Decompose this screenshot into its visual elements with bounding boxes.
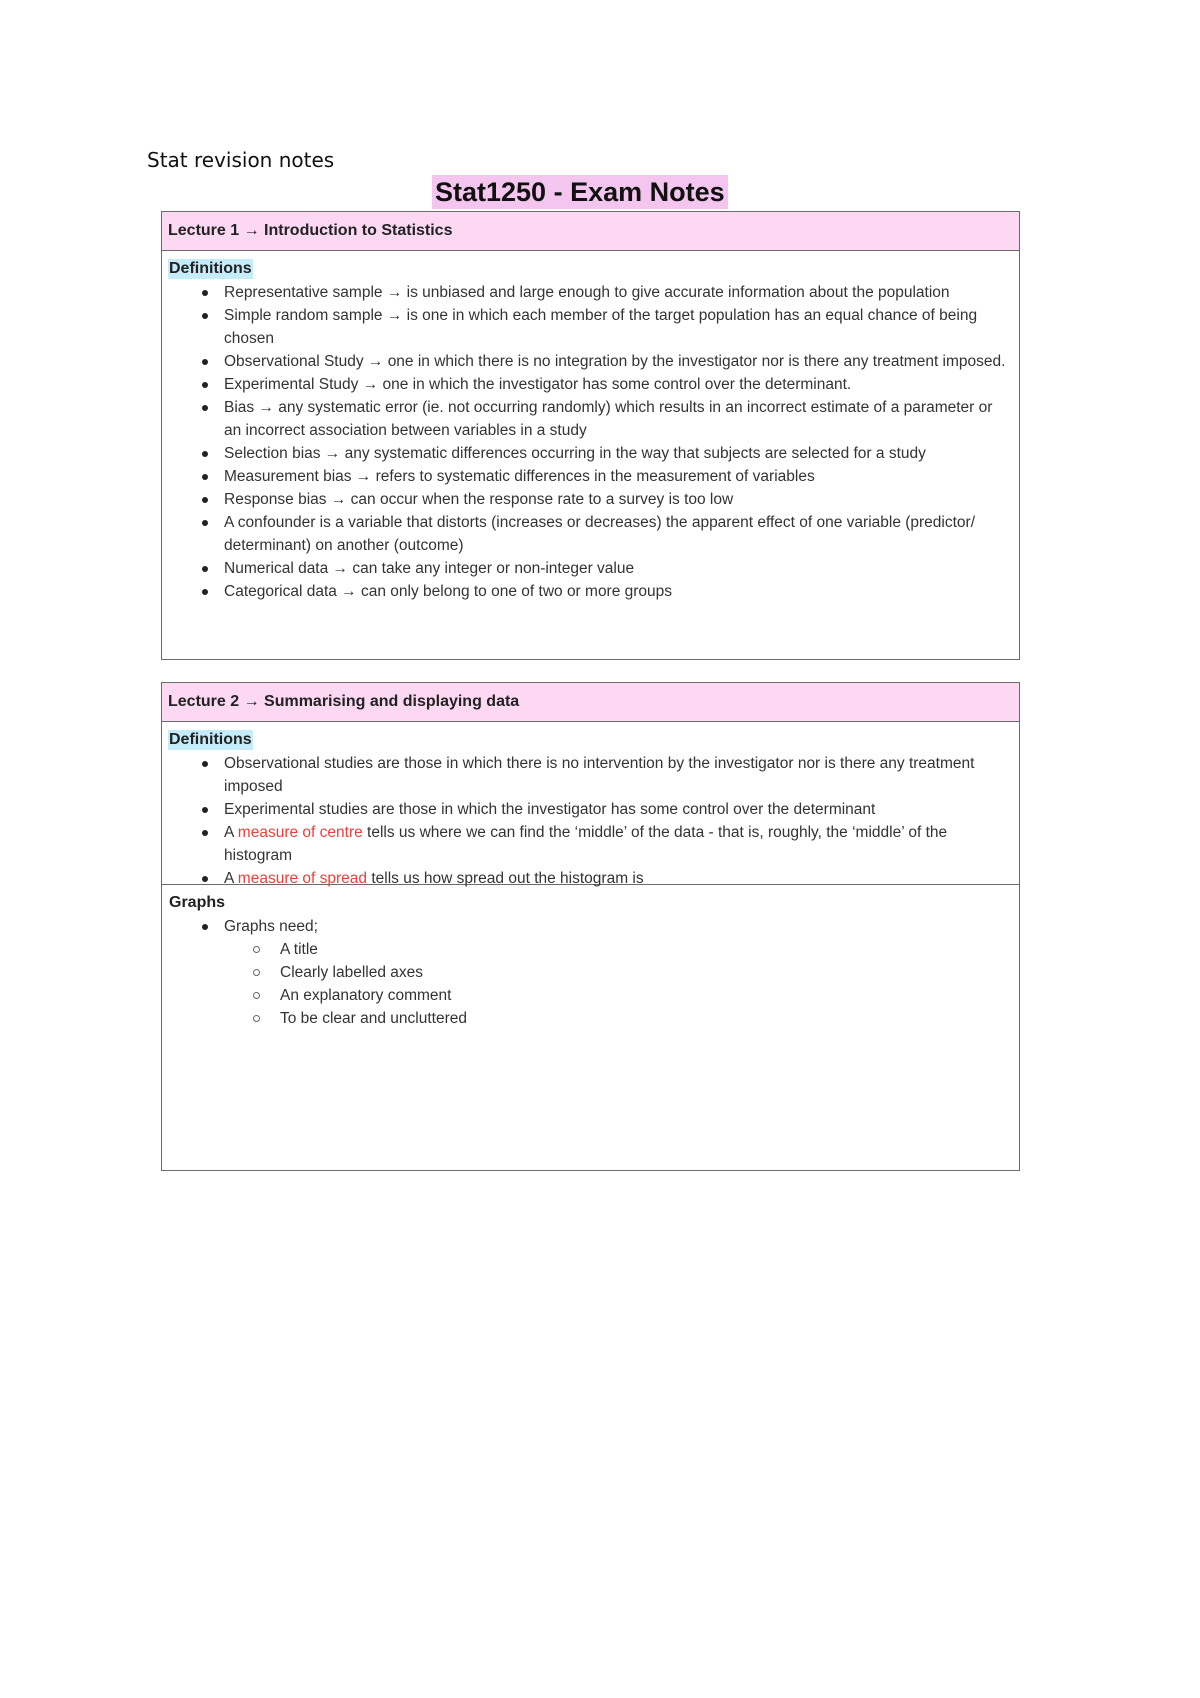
list-item	[168, 915, 1019, 938]
list-item: Experimental Study → one in which the investigator has some control over the determinant.	[168, 373, 1019, 396]
graphs-label: Graphs	[169, 894, 226, 911]
item-text: tells us how spread out the histogram is	[367, 870, 644, 887]
highlighted-term: measure of centre	[237, 824, 363, 841]
highlighted-term: measure of spread	[237, 870, 368, 887]
list-item	[168, 867, 1019, 890]
graphs-intro: Graphs need;	[224, 918, 318, 935]
list-item: Observational Study → one in which there is no integration by the investigator nor is there any treatment imposed.	[168, 350, 1019, 373]
lecture-1-box	[161, 211, 1020, 660]
list-item: Categorical data → can only belong to one of two or more groups	[168, 580, 1019, 603]
list-item: Representative sample → is unbiased and large enough to give accurate information about the population	[168, 281, 1019, 304]
list-item: A confounder is a variable that distorts (increases or decreases) the apparent effect of one variable (predictor/ determinant) on another (outcome)	[168, 511, 1019, 557]
lecture-2-definitions	[162, 722, 1019, 887]
graphs-list	[168, 915, 1019, 938]
list-item: Bias → any systematic error (ie. not occurring randomly) which results in an incorrect estimate of a parameter or an incorrect association between variables in a study	[168, 396, 1019, 442]
list-item: Experimental studies are those in which the investigator has some control over the determinant	[168, 798, 1019, 821]
sub-list-item: Clearly labelled axes	[168, 961, 1019, 984]
lecture-1-header: Lecture 1 → Introduction to Statistics	[162, 212, 1019, 251]
lecture-2-graphs	[162, 884, 1019, 1030]
definitions-list	[168, 281, 1019, 603]
lecture-2-header: Lecture 2 → Summarising and displaying data	[162, 683, 1019, 722]
list-item: Numerical data → can take any integer or non-integer value	[168, 557, 1019, 580]
list-item: Selection bias → any systematic differences occurring in the way that subjects are selected for a study	[168, 442, 1019, 465]
item-text: A	[224, 870, 238, 887]
page-label: Stat revision notes	[147, 148, 335, 172]
list-item: Measurement bias → refers to systematic differences in the measurement of variables	[168, 465, 1019, 488]
list-item: Simple random sample → is one in which each member of the target population has an equal chance of being chosen	[168, 304, 1019, 350]
item-text: A	[224, 824, 238, 841]
definitions-list	[168, 752, 1019, 890]
sub-list-item: To be clear and uncluttered	[168, 1007, 1019, 1030]
definitions-label: Definitions	[169, 260, 252, 277]
definitions-label: Definitions	[169, 731, 252, 748]
list-item: Response bias → can occur when the response rate to a survey is too low	[168, 488, 1019, 511]
list-item: Observational studies are those in which there is no intervention by the investigator nor is there any treatment imposed	[168, 752, 1019, 798]
lecture-2-box	[161, 682, 1020, 1171]
sub-list-item: An explanatory comment	[168, 984, 1019, 1007]
sub-list-item: A title	[168, 938, 1019, 961]
graphs-sublist	[168, 938, 1019, 1030]
document-title: Stat1250 - Exam Notes	[432, 175, 728, 209]
list-item	[168, 821, 1019, 867]
item-text: tells us where we can find the ‘middle’ of the data - that is, roughly, the ‘middle’ of the histogram	[224, 824, 948, 864]
lecture-1-definitions	[162, 251, 1019, 603]
